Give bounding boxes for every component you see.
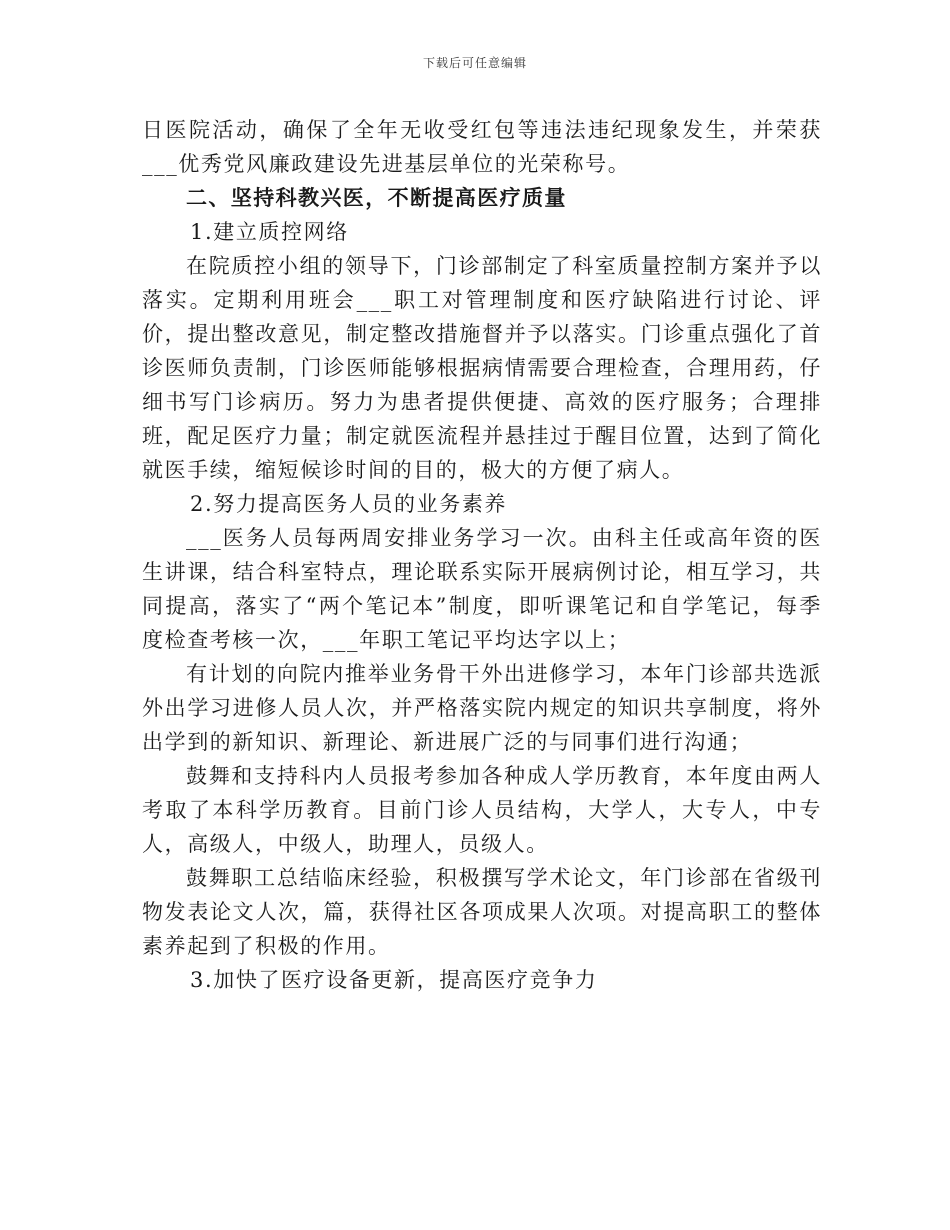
subheading-staff-quality: 2.努力提高医务人员的业务素养	[190, 492, 508, 516]
document-body	[142, 113, 822, 997]
paragraph-training: 有计划的向院内推举业务骨干外出进修学习，本年门诊部共选派外出学习进修人员人次，并严格落实院内规定的知识共享制度，将外出学到的新知识、新理论、新进展广泛的与同事们进行沟通；	[142, 662, 822, 754]
section-heading: 二、坚持科教兴医，不断提高医疗质量	[186, 185, 567, 210]
subheading-quality-network: 1.建立质控网络	[190, 220, 349, 244]
paragraph-continuation: 日医院活动，确保了全年无收受红包等违法违纪现象发生，并荣获___优秀党风廉政建设先进基层单位的光荣称号。	[142, 118, 822, 176]
paragraph-study: ___医务人员每两周安排业务学习一次。由科主任或高年资的医生讲课，结合科室特点，理论联系实际开展病例讨论，相互学习，共同提高，落实了“两个笔记本”制度，即听课笔记和自学笔记，每季度检查考核一次，___年职工笔记平均达字以上；	[142, 526, 822, 652]
page-header: 下载后可任意编辑	[422, 56, 527, 70]
paragraph-education: 鼓舞和支持科内人员报考参加各种成人学历教育，本年度由两人考取了本科学历教育。目前门诊人员结构，大学人，大专人，中专人，高级人，中级人，助理人，员级人。	[142, 764, 822, 856]
paragraph-quality-control: 在院质控小组的领导下，门诊部制定了科室质量控制方案并予以落实。定期利用班会___职工对管理制度和医疗缺陷进行讨论、评价，提出整改意见，制定整改措施督并予以落实。门诊重点强化了首诊医师负责制，门诊医师能够根据病情需要合理检查，合理用药，仔细书写门诊病历。努力为患者提供便捷、高效的医疗服务；合理排班，配足医疗力量；制定就医流程并悬挂过于醒目位置，达到了简化就医手续，缩短候诊时间的目的，极大的方便了病人。	[142, 254, 822, 482]
paragraph-papers: 鼓舞职工总结临床经验，积极撰写学术论文，年门诊部在省级刊物发表论文人次，篇，获得社区各项成果人次项。对提高职工的整体素养起到了积极的作用。	[142, 866, 822, 958]
subheading-equipment: 3.加快了医疗设备更新，提高医疗竞争力	[190, 968, 598, 992]
